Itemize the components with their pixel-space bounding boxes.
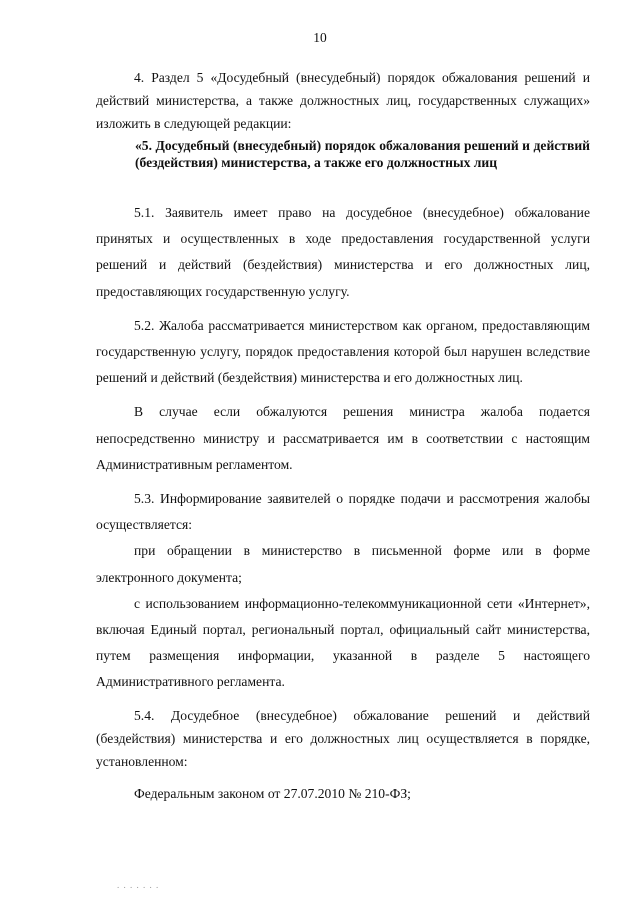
paragraph-5-3: 5.3. Информирование заявителей о порядке подачи и рассмотрения жалобы осуществляется: xyxy=(96,491,590,533)
paragraph-written-form: при обращении в министерство в письменной форме или в форме электронного документа; xyxy=(96,543,590,585)
paragraph-5-1: 5.1. Заявитель имеет право на досудебное (внесудебное) обжалование принятых и осуществленных в ходе предоставления государственной услуги решений и действий (бездействия) министерства и его должностных лиц, предоставляющих государственную услугу. xyxy=(96,205,590,299)
paragraph-internet: с использованием информационно-телекоммуникационной сети «Интернет», включая Единый портал, региональный портал, официальный сайт министерства, путем размещения информации, указанной в разделе 5 настоящего Административного регламента. xyxy=(96,595,590,690)
scan-artifact: . . . . . . . xyxy=(117,880,160,890)
paragraph-5-2: 5.2. Жалоба рассматривается министерством как органом, предоставляющим государственную услугу, порядок предоставления которой был нарушен вследствие решений и действий (бездействия) министерства и его должностных лиц. xyxy=(96,317,590,386)
section-intro: 4. Раздел 5 «Досудебный (внесудебный) порядок обжалования решений и действий министерства, а также должностных лиц, государственных служащих» изложить в следующей редакции: xyxy=(96,70,590,131)
paragraph-5-4: 5.4. Досудебное (внесудебное) обжалование решений и действий (бездействия) министерства и его должностных лиц осуществляется в порядке, установленном: xyxy=(96,707,590,769)
paragraph-federal-law: Федеральным законом от 27.07.2010 № 210-ФЗ; xyxy=(134,785,411,801)
paragraph-minister-complaint: В случае если обжалуются решения министра жалоба подается непосредственно министру и рассматривается им в соответствии с настоящим Административным регламентом. xyxy=(96,404,590,472)
section-heading: «5. Досудебный (внесудебный) порядок обжалования решений и действий (бездействия) министерства, а также его должностных лиц xyxy=(135,138,590,170)
document-body xyxy=(96,66,590,807)
page-number: 10 xyxy=(313,30,327,45)
